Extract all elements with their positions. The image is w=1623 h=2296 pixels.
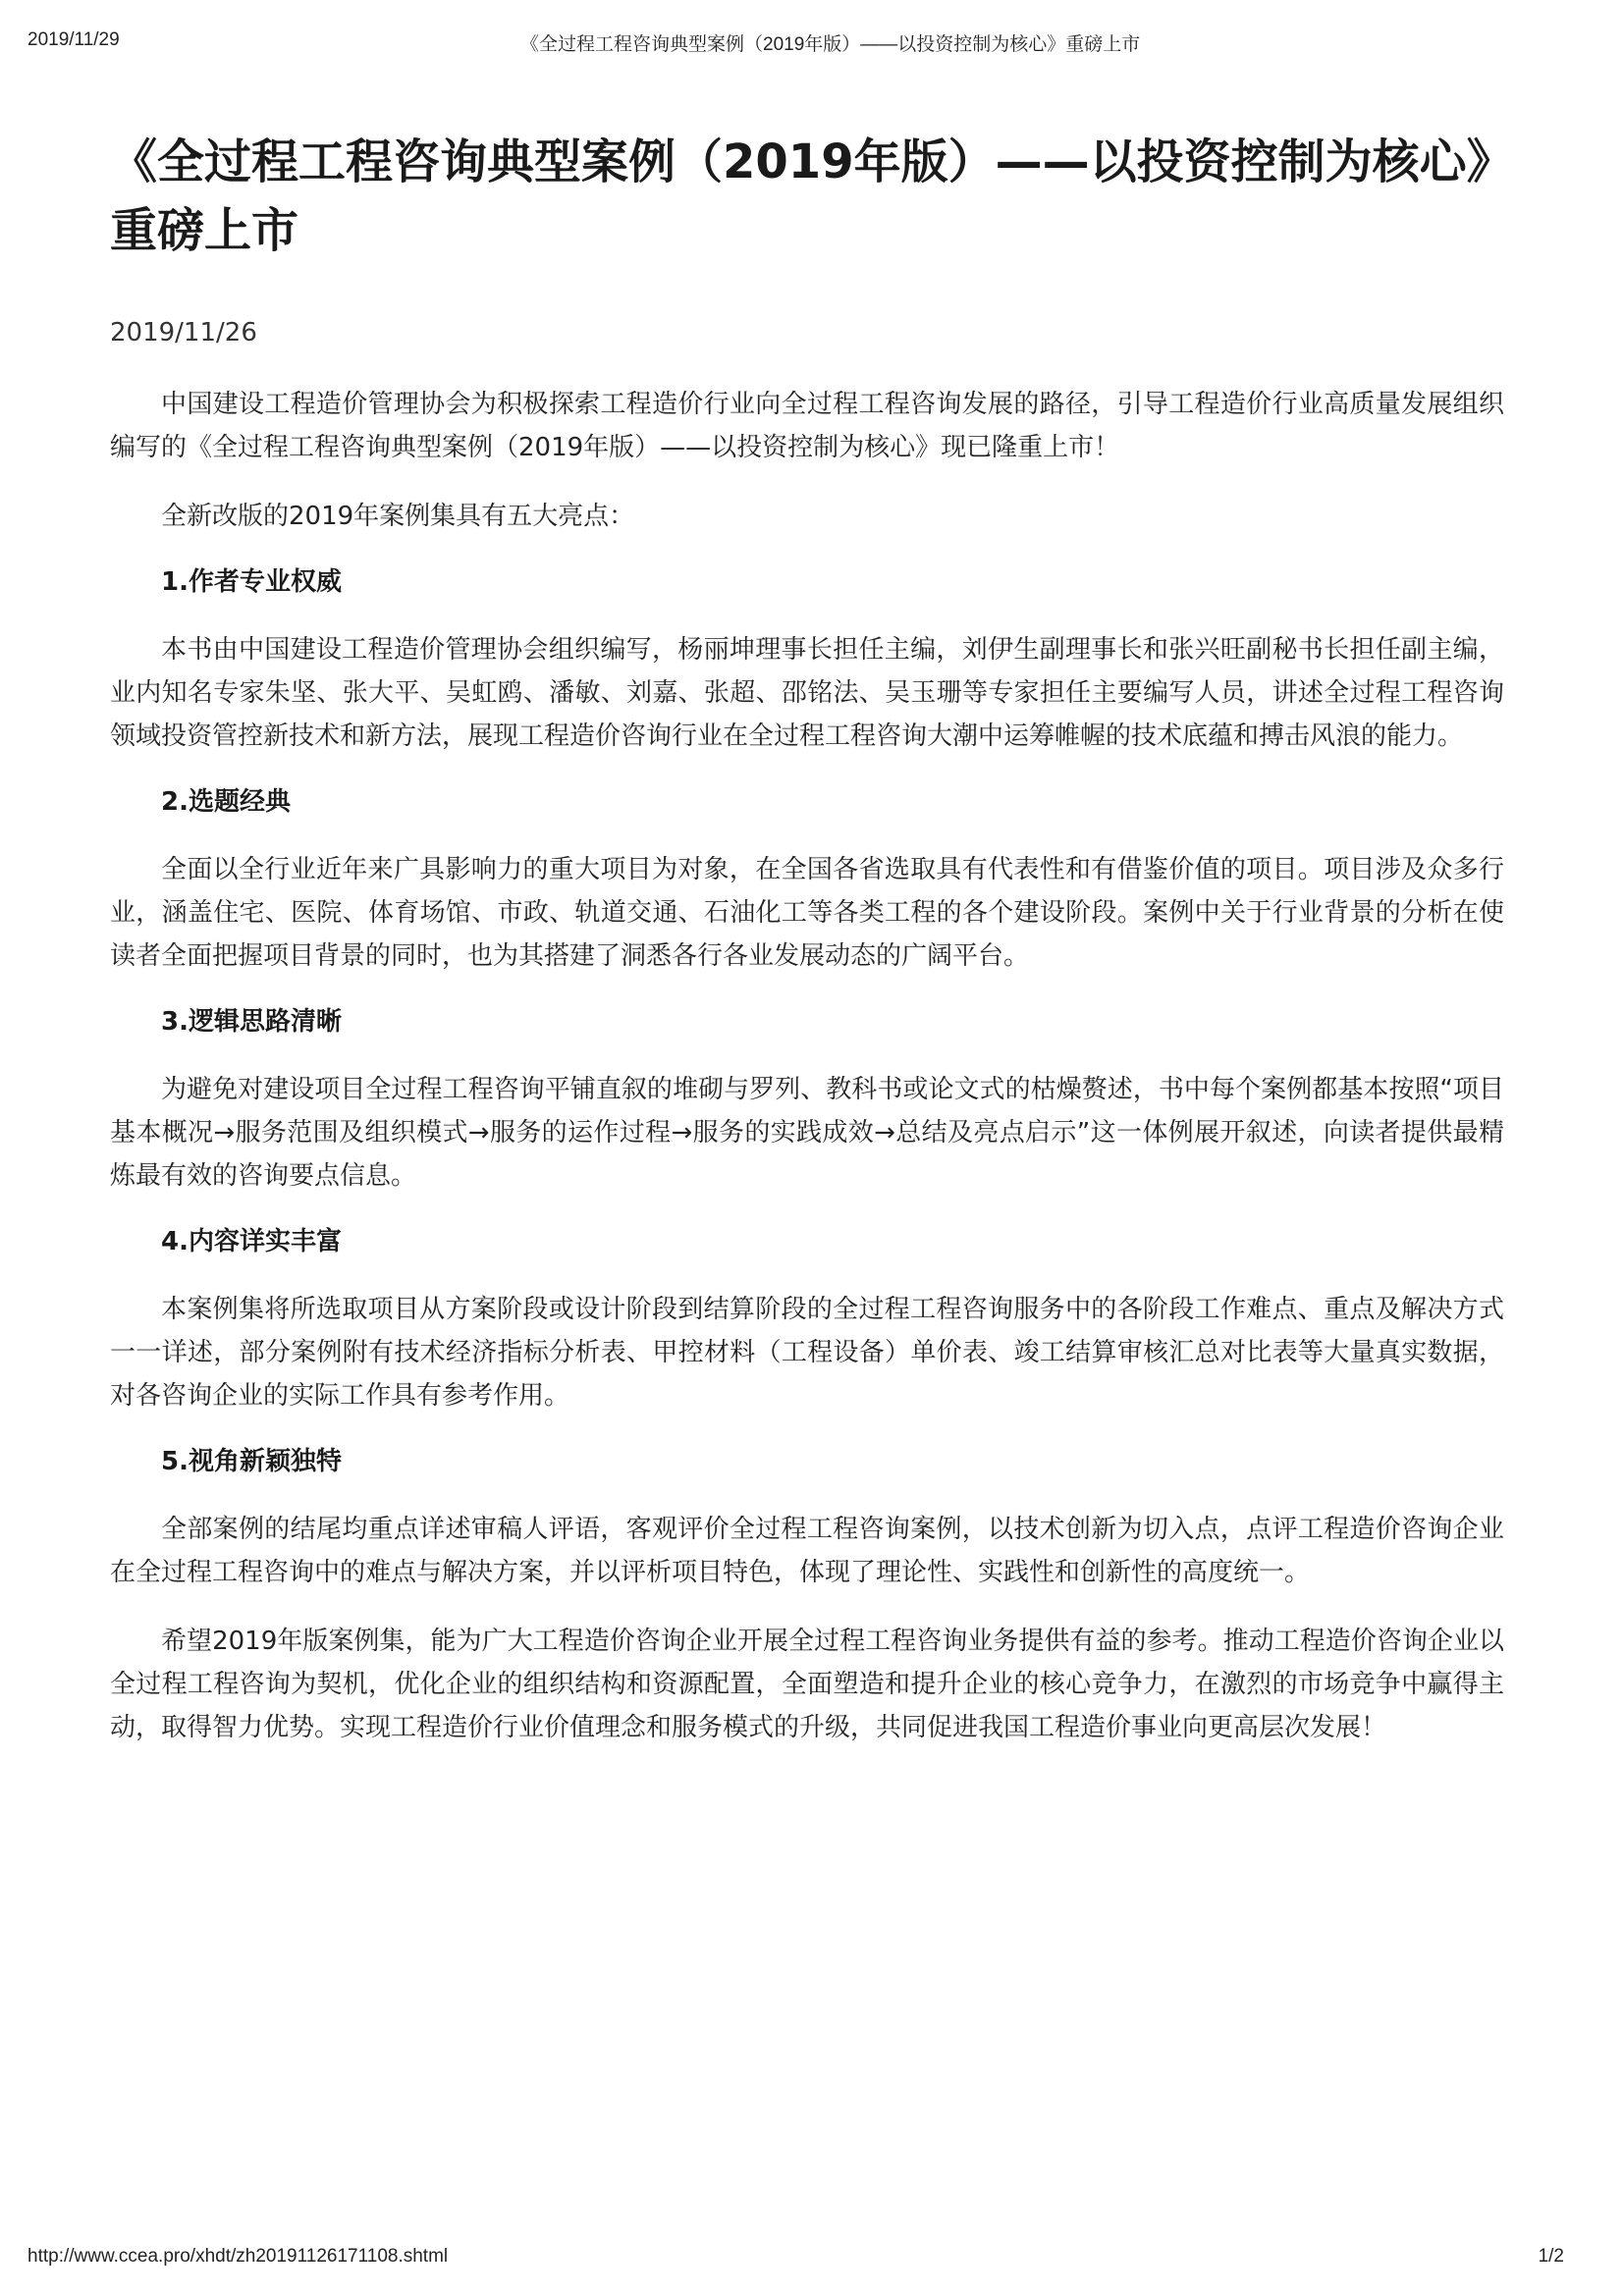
article-date: 2019/11/26 — [110, 318, 257, 347]
closing-paragraph: 希望2019年版案例集，能为广大工程造价咨询企业开展全过程工程咨询业务提供有益的参考。推动工程造价咨询企业以全过程工程咨询为契机，优化企业的组织结构和资源配置，全面塑造和提升企业的核心竞争力，在激烈的市场竞争中赢得主动，取得智力优势。实现工程造价行业价值理念和服务模式的升级，共同促进我国工程造价事业向更高层次发展！ — [110, 1627, 1504, 1742]
section-heading-2: 2.选题经典 — [161, 787, 291, 817]
highlights-intro: 全新改版的2019年案例集具有五大亮点： — [161, 502, 635, 531]
section-heading-5: 5.视角新颖独特 — [161, 1447, 342, 1476]
article-title: 《全过程工程咨询典型案例（2019年版）——以投资控制为核心》重磅上市 — [110, 134, 1490, 258]
section-body-2: 全面以全行业近年来广具影响力的重大项目为对象，在全国各省选取具有代表性和有借鉴价值的项目。项目涉及众多行业，涵盖住宅、医院、体育场馆、市政、轨道交通、石油化工等各类工程的各个建设阶段。案例中关于行业背景的分析在使读者全面把握项目背景的同时，也为其搭建了洞悉各行各业发展动态的广阔平台。 — [110, 855, 1504, 971]
print-header — [0, 29, 1623, 59]
section-body-4: 本案例集将所选取项目从方案阶段或设计阶段到结算阶段的全过程工程咨询服务中的各阶段工作难点、重点及解决方式一一详述，部分案例附有技术经济指标分析表、甲控材料（工程设备）单价表、竣工结算审核汇总对比表等大量真实数据，对各咨询企业的实际工作具有参考作用。 — [110, 1295, 1504, 1411]
section-body-5: 全部案例的结尾均重点详述审稿人评语，客观评价全过程工程咨询案例，以技术创新为切入点，点评工程造价咨询企业在全过程工程咨询中的难点与解决方案，并以评析项目特色，体现了理论性、实践性和创新性的高度统一。 — [110, 1515, 1504, 1587]
article — [110, 128, 1504, 1775]
print-footer — [0, 2246, 1623, 2271]
intro-paragraph: 中国建设工程造价管理协会为积极探索工程造价行业向全过程工程咨询发展的路径，引导工程造价行业高质量发展组织编写的《全过程工程咨询典型案例（2019年版）——以投资控制为核心》现已隆重上市！ — [110, 390, 1504, 462]
page-url: http://www.ccea.pro/xhdt/zh20191126171108.shtml — [27, 2246, 449, 2267]
section-heading-4: 4.内容详实丰富 — [161, 1227, 342, 1256]
section-heading-3: 3.逻辑思路清晰 — [161, 1007, 342, 1037]
page-number: 1/2 — [1538, 2246, 1564, 2267]
section-body-1: 本书由中国建设工程造价管理协会组织编写，杨丽坤理事长担任主编，刘伊生副理事长和张兴旺副秘书长担任副主编，业内知名专家朱坚、张大平、吴虹鸥、潘敏、刘嘉、张超、邵铭法、吴玉珊等专家担任主要编写人员，讲述全过程工程咨询领域投资管控新技术和新方法，展现工程造价咨询行业在全过程工程咨询大潮中运筹帷幄的技术底蕴和搏击风浪的能力。 — [110, 635, 1504, 751]
print-page-title: 《全过程工程咨询典型案例（2019年版）——以投资控制为核心》重磅上市 — [520, 34, 1141, 55]
print-date: 2019/11/29 — [27, 29, 120, 50]
section-heading-1: 1.作者专业权威 — [161, 567, 342, 597]
section-body-3: 为避免对建设项目全过程工程咨询平铺直叙的堆砌与罗列、教科书或论文式的枯燥赘述，书中每个案例都基本按照“项目基本概况→服务范围及组织模式→服务的运作过程→服务的实践成效→总结及亮点启示”这一体例展开叙述，向读者提供最精炼最有效的咨询要点信息。 — [110, 1075, 1504, 1191]
